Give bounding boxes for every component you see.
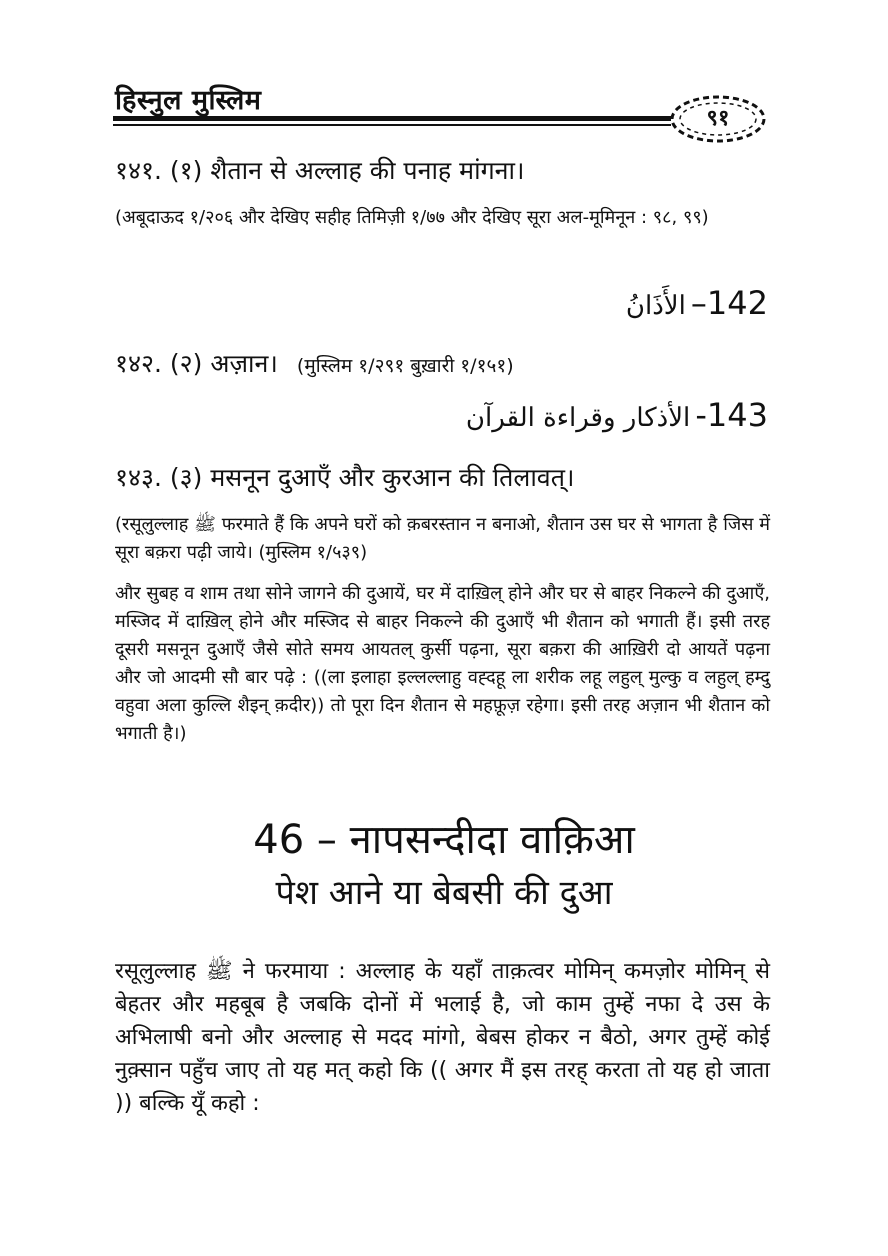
page-number: ९१: [706, 106, 730, 131]
arabic-heading-143: 143- الأذكار وقراءة القرآن: [465, 396, 768, 434]
entry-143-paragraph-1: (रसूलुल्लाह ﷺ फरमाते हैं कि अपने घरों को क़बरस्तान न बनाओ, शैतान उस घर से भागता है जिस में सूरा बक़रा पढ़ी जाये। (मुस्लिम १/५३९): [115, 514, 771, 563]
section-title-line-1: 46 – नापसन्दीदा वाक़िआ: [253, 817, 635, 863]
arabic-heading-142: 142– الأَذَانُ: [625, 284, 768, 322]
arabic-number-142: 142: [706, 284, 768, 322]
entry-142-reference: (मुस्लिम १/२९१ बुख़ारी १/१५१): [296, 355, 514, 377]
header-rule-thin: [113, 124, 671, 126]
entry-142-line: [115, 346, 775, 380]
section-body: रसूलुल्लाह ﷺ ने फरमाया : अल्लाह के यहाँ ताक़त्वर मोमिन् कमज़ोर मोमिन् से बेहतर और महबूब है जबकि दोनों में भलाई है, जो काम तुम्हें नफा दे उस के अभिलाषी बनो और अल्लाह से मदद मांगो, बेबस होकर न बैठो, अगर तुम्हें कोई नुक़्सान पहुँच जाए तो यह मत् कहो कि (( अगर मैं इस तरह् करता तो यह हो जाता )) बल्कि यूँ कहो :: [115, 959, 770, 1116]
arabic-title-143: الأذكار وقراءة القرآن: [465, 403, 691, 433]
entry-141-reference: (अबूदाऊद १/२०६ और देखिए सहीह तिमिज़ी १/७७ और देखिए सूरा अल-मूमिनून : ९८, ९९): [115, 207, 709, 228]
section-title-line-2: पेश आने या बेबसी की दुआ: [275, 873, 613, 913]
arabic-title-142: الأَذَانُ: [625, 291, 686, 321]
header-rule-thick: [113, 116, 671, 121]
arabic-number-143: 143: [706, 396, 768, 434]
entry-141-heading: १४१. (१) शैतान से अल्लाह की पनाह मांगना।: [115, 156, 525, 185]
entry-143-paragraph-2: और सुबह व शाम तथा सोने जागने की दुआयें, घर में दाख़िल् होने और घर से बाहर निकल्ने की दुआएँ, मस्जिद में दाख़िल् होने और मस्जिद से बाहर निकल्ने की दुआएँ भी शैतान को भगाती हैं। इसी तरह दूसरी मसनून दुआएँ जैसे सोते समय आयतल् कुर्सी पढ़ना, सूरा बक़रा की आख़िरी दो आयतें पढ़ना और जो आदमी सौ बार पढ़े : ((ला इलाहा इल्लल्लाहु वह्दहू ला शरीक लहू लहुल् मुल्कु व लहुल् हम्दु वहुवा अला कुल्लि शैइन् क़दीर)) तो पूरा दिन शैतान से महफ़ूज़ रहेगा। इसी तरह अज़ान भी शैतान को भगाती है।): [115, 583, 770, 744]
book-title: हिस्नुल मुस्लिम: [115, 85, 262, 116]
entry-142-heading: १४२. (२) अज़ान।: [115, 349, 278, 378]
entry-143-heading: १४३. (३) मसनून दुआएँ और कुरआन की तिलावत्।: [115, 463, 575, 492]
